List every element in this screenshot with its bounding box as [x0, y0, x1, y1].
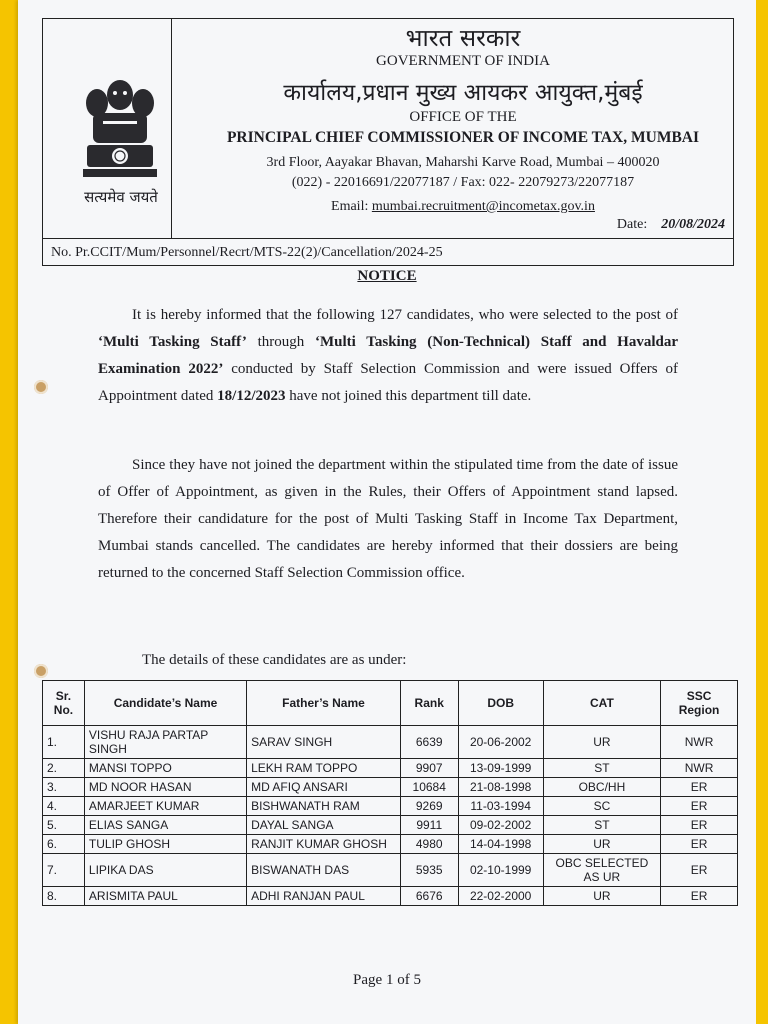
cell-sr-no: 1. [43, 726, 85, 759]
header-rank: Rank [400, 681, 458, 726]
document-page [18, 0, 756, 1024]
header-candidate-name: Candidate’s Name [84, 681, 246, 726]
cell-rank: 9911 [400, 816, 458, 835]
cell-dob: 02-10-1999 [458, 854, 543, 887]
cell-rank: 5935 [400, 854, 458, 887]
table-row [43, 726, 738, 759]
cell-candidate-name: ARISMITA PAUL [84, 887, 246, 906]
header-dob: DOB [458, 681, 543, 726]
cell-rank: 4980 [400, 835, 458, 854]
cell-father-name: LEKH RAM TOPPO [247, 759, 401, 778]
cell-category: ST [543, 759, 660, 778]
cell-category: OBC SELECTED AS UR [543, 854, 660, 887]
cell-candidate-name: AMARJEET KUMAR [84, 797, 246, 816]
table-row [43, 887, 738, 906]
page-number: Page 1 of 5 [353, 972, 421, 988]
cell-ssc-region: ER [661, 778, 738, 797]
office-name: PRINCIPAL CHIEF COMMISSIONER OF INCOME TAX, MUMBAI [226, 129, 700, 146]
cell-sr-no: 8. [43, 887, 85, 906]
cell-father-name: ADHI RANJAN PAUL [247, 887, 401, 906]
header-sr-no: Sr. No. [43, 681, 85, 726]
cell-ssc-region: NWR [661, 759, 738, 778]
cell-ssc-region: ER [661, 854, 738, 887]
cell-sr-no: 5. [43, 816, 85, 835]
cell-candidate-name: LIPIKA DAS [84, 854, 246, 887]
cell-sr-no: 6. [43, 835, 85, 854]
emblem-motto: सत्यमेव जयते [84, 188, 158, 206]
table-row [43, 816, 738, 835]
cell-ssc-region: ER [661, 887, 738, 906]
date-value: 20/08/2024 [661, 217, 725, 232]
candidates-table [42, 680, 738, 906]
cell-rank: 9907 [400, 759, 458, 778]
office-phone: (022) - 22016691/22077187 / Fax: 022- 22079273/22077187 [291, 175, 635, 190]
para1-text: through [246, 334, 315, 350]
cell-dob: 14-04-1998 [458, 835, 543, 854]
para1-exam: ‘Multi Tasking (Non-Technical) Staff and Havaldar Examination 2022’ [98, 334, 678, 377]
punch-hole [34, 380, 48, 394]
cell-dob: 21-08-1998 [458, 778, 543, 797]
cell-ssc-region: ER [661, 835, 738, 854]
cell-ssc-region: NWR [661, 726, 738, 759]
cell-candidate-name: VISHU RAJA PARTAP SINGH [84, 726, 246, 759]
para1-post: ‘Multi Tasking Staff’ [98, 334, 247, 350]
para1-text: It is hereby informed that the following 127 candidates, who were selected to the post of [132, 307, 678, 323]
cell-candidate-name: ELIAS SANGA [84, 816, 246, 835]
letterhead [42, 18, 734, 266]
cell-rank: 9269 [400, 797, 458, 816]
header-category: CAT [543, 681, 660, 726]
cell-dob: 11-03-1994 [458, 797, 543, 816]
hindi-office-title: कार्यालय,प्रधान मुख्य आयकर आयुक्त,मुंबई [283, 80, 643, 106]
cell-dob: 13-09-1999 [458, 759, 543, 778]
punch-hole [34, 664, 48, 678]
cell-father-name: BISWANATH DAS [247, 854, 401, 887]
email-label: Email: [331, 199, 372, 214]
cell-sr-no: 7. [43, 854, 85, 887]
cell-sr-no: 4. [43, 797, 85, 816]
cell-father-name: SARAV SINGH [247, 726, 401, 759]
cell-dob: 20-06-2002 [458, 726, 543, 759]
header-father-name: Father’s Name [247, 681, 401, 726]
cell-rank: 6676 [400, 887, 458, 906]
cell-dob: 22-02-2000 [458, 887, 543, 906]
cell-father-name: DAYAL SANGA [247, 816, 401, 835]
table-row [43, 797, 738, 816]
details-intro: The details of these candidates are as under: [142, 652, 407, 668]
cell-candidate-name: MD NOOR HASAN [84, 778, 246, 797]
cell-father-name: MD AFIQ ANSARI [247, 778, 401, 797]
cell-ssc-region: ER [661, 816, 738, 835]
cell-rank: 10684 [400, 778, 458, 797]
cell-category: UR [543, 835, 660, 854]
cell-sr-no: 3. [43, 778, 85, 797]
table-row [43, 835, 738, 854]
table-row [43, 759, 738, 778]
para1-offer-date: 18/12/2023 [217, 388, 286, 404]
cell-category: ST [543, 816, 660, 835]
office-email [193, 199, 733, 215]
cell-category: OBC/HH [543, 778, 660, 797]
notice-title: NOTICE [357, 268, 417, 284]
cell-category: SC [543, 797, 660, 816]
hindi-government-title: भारत सरकार [405, 24, 521, 52]
office-address: 3rd Floor, Aayakar Bhavan, Maharshi Karve Road, Mumbai – 400020 [266, 155, 660, 170]
notice-date [617, 217, 725, 233]
notice-paragraph-1 [98, 302, 678, 410]
cell-sr-no: 2. [43, 759, 85, 778]
cell-dob: 09-02-2002 [458, 816, 543, 835]
cell-category: UR [543, 887, 660, 906]
cell-father-name: RANJIT KUMAR GHOSH [247, 835, 401, 854]
cell-ssc-region: ER [661, 797, 738, 816]
cell-father-name: BISHWANATH RAM [247, 797, 401, 816]
office-of-label: OFFICE OF THE [409, 109, 517, 125]
header-ssc-region: SSC Region [661, 681, 738, 726]
cell-category: UR [543, 726, 660, 759]
email-link[interactable]: mumbai.recruitment@incometax.gov.in [371, 199, 595, 214]
date-label: Date: [616, 217, 648, 232]
reference-number: No. Pr.CCIT/Mum/Personnel/Recrt/MTS-22(2)/Cancellation/2024-25 [51, 245, 443, 260]
notice-paragraph-2: Since they have not joined the department within the stipulated time from the date of issue of Offer of Appointment, as given in the Rules, their Offers of Appointment stand lapsed. Therefore their candidature for the post of Multi Tasking Staff in Income Tax Department, Mumbai stands cancelled. The candidates are hereby informed that their dossiers are being returned to the concerned Staff Selection Commission office. [98, 457, 678, 581]
cell-candidate-name: TULIP GHOSH [84, 835, 246, 854]
table-row [43, 854, 738, 887]
para1-text: conducted by Staff Selection Commission and were issued Offers of Appointment dated [98, 361, 678, 404]
cell-candidate-name: MANSI TOPPO [84, 759, 246, 778]
table-row [43, 778, 738, 797]
divider [43, 238, 733, 239]
table-header-row [43, 681, 738, 726]
government-title: GOVERNMENT OF INDIA [376, 53, 550, 69]
cell-rank: 6639 [400, 726, 458, 759]
para1-text: have not joined this department till date. [285, 388, 532, 404]
